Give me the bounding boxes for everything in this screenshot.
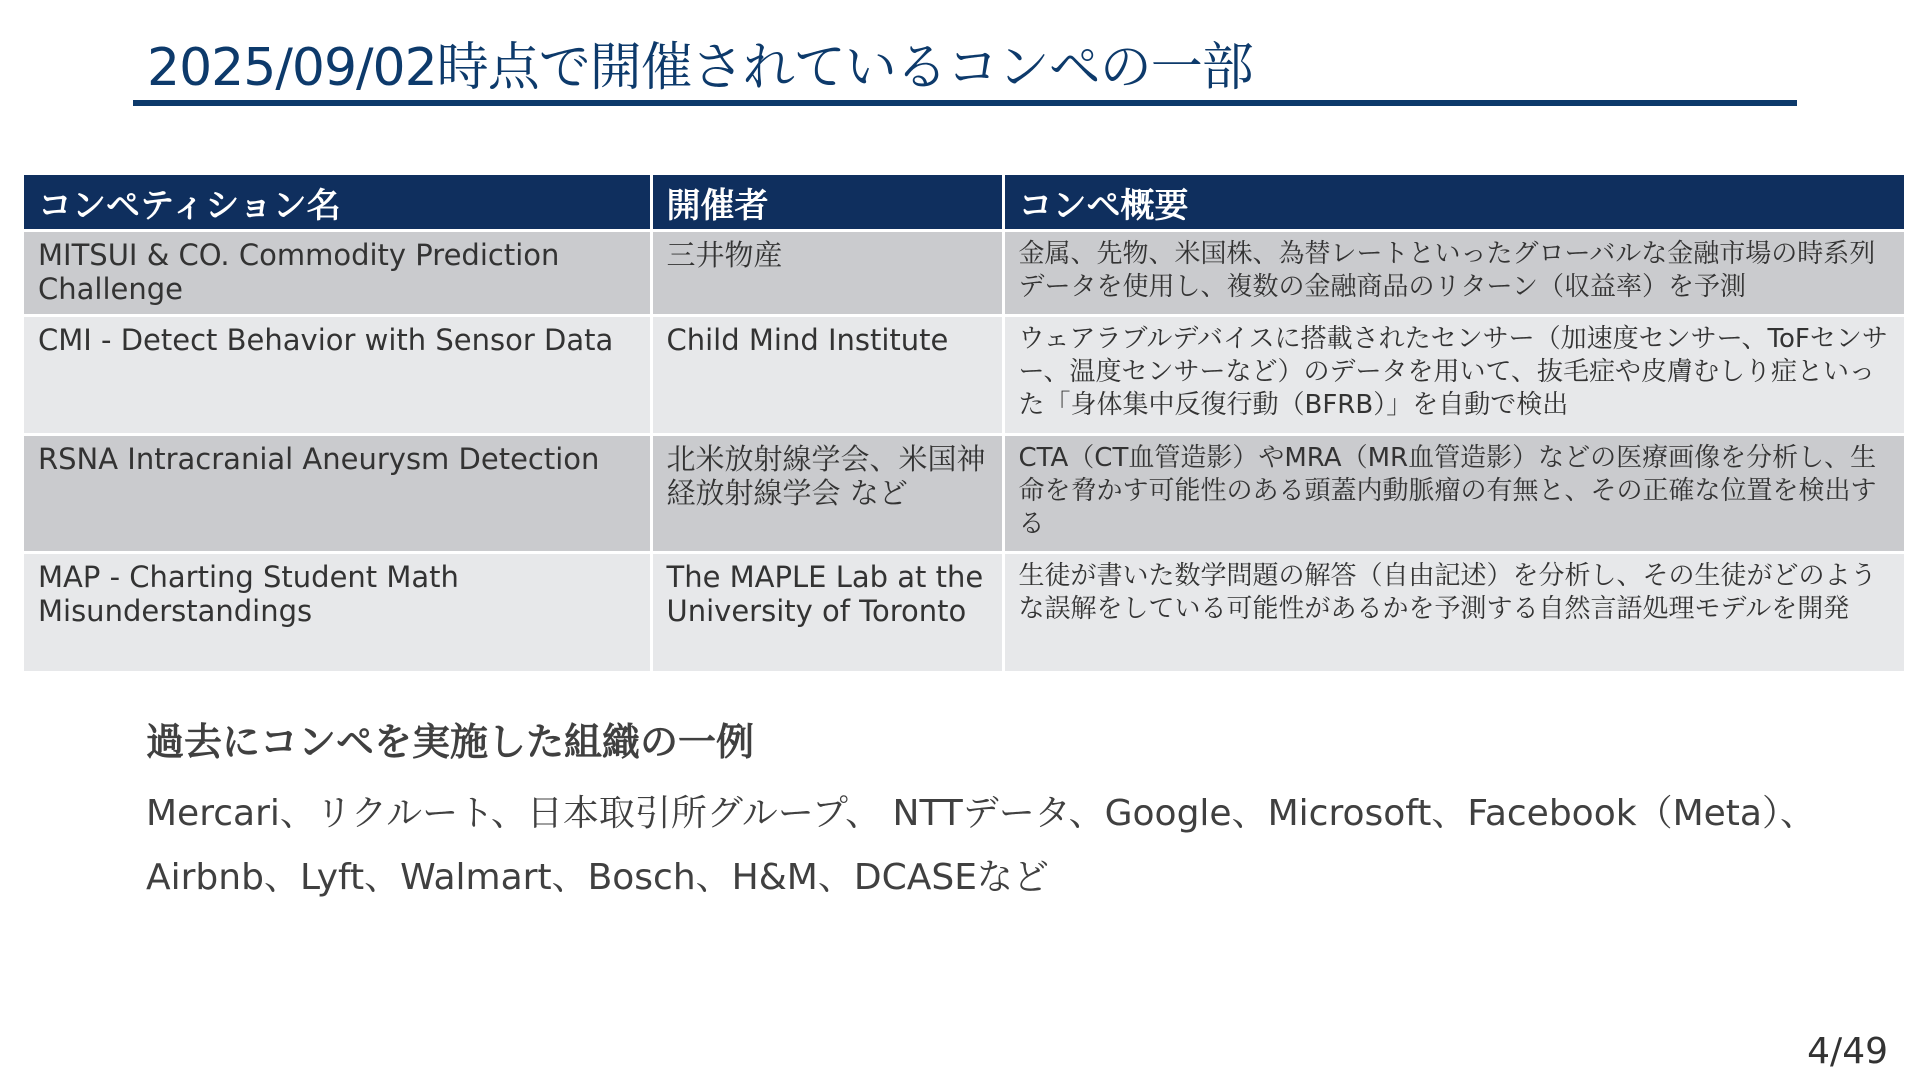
competition-name-cell: MITSUI & CO. Commodity Prediction Challenge <box>24 231 651 316</box>
summary-cell: 金属、先物、米国株、為替レートといったグローバルな金融市場の時系列データを使用し、複数の金融商品のリターン（収益率）を予測 <box>1003 231 1904 316</box>
competition-name-cell: CMI - Detect Behavior with Sensor Data <box>24 316 651 435</box>
table-row <box>24 231 1904 316</box>
summary-cell: 生徒が書いた数学問題の解答（自由記述）を分析し、その生徒がどのような誤解をしている可能性があるかを予測する自然言語処理モデルを開発 <box>1003 553 1904 673</box>
organizations-list <box>146 782 1826 910</box>
page-number: 4/49 <box>1807 1031 1888 1072</box>
organizer-cell: Child Mind Institute <box>651 316 1003 435</box>
competition-table <box>24 175 1904 674</box>
organizer-cell: 北米放射線学会、米国神経放射線学会 など <box>651 435 1003 553</box>
organizations-line: Airbnb、Lyft、Walmart、Bosch、H&M、DCASEなど <box>146 857 1049 898</box>
table-header-row <box>24 175 1904 231</box>
summary-cell: ウェアラブルデバイスに搭載されたセンサー（加速度センサー、ToFセンサー、温度センサーなど）のデータを用いて、抜毛症や皮膚むしり症といった「身体集中反復行動（BFRB）」を自動で検出 <box>1003 316 1904 435</box>
competition-name-cell: RSNA Intracranial Aneurysm Detection <box>24 435 651 553</box>
table-row <box>24 316 1904 435</box>
header-competition-name: コンペティション名 <box>24 175 651 231</box>
organizations-heading: 過去にコンペを実施した組織の一例 <box>146 720 755 764</box>
header-summary: コンペ概要 <box>1003 175 1904 231</box>
organizations-line: Mercari、リクルート、日本取引所グループ、 NTTデータ、Google、Microsoft、Facebook（Meta）、 <box>146 793 1816 834</box>
competition-name-cell: MAP - Charting Student Math Misunderstandings <box>24 553 651 673</box>
header-organizer: 開催者 <box>651 175 1003 231</box>
organizer-cell: The MAPLE Lab at the University of Toronto <box>651 553 1003 673</box>
slide-title: 2025/09/02時点で開催されているコンペの一部 <box>147 38 1253 98</box>
table-row <box>24 435 1904 553</box>
organizer-cell: 三井物産 <box>651 231 1003 316</box>
table-row <box>24 553 1904 673</box>
summary-cell: CTA（CT血管造影）やMRA（MR血管造影）などの医療画像を分析し、生命を脅かす可能性のある頭蓋内動脈瘤の有無と、その正確な位置を検出する <box>1003 435 1904 553</box>
title-underline <box>133 100 1797 106</box>
